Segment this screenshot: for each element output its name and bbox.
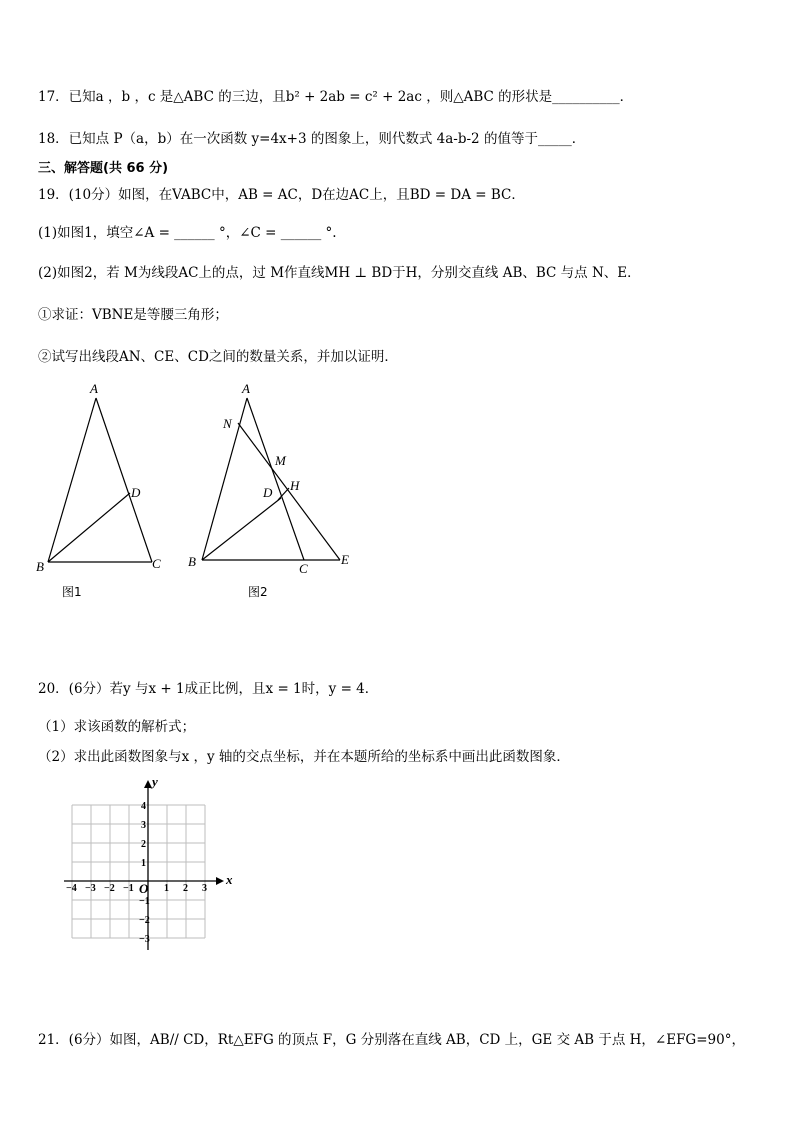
question-20-part1: （1）求该函数的解析式； <box>38 719 196 735</box>
x-axis-label: x <box>226 872 233 887</box>
figure-2-caption: 图2 <box>248 585 268 599</box>
y-tick: −1 <box>139 896 150 907</box>
question-21: 21．(6分）如图，AB// CD，Rt△EFG 的顶点 F，G 分别落在直线 AB，CD 上，GE 交 AB 于点 H，∠EFG=90°， <box>38 1032 745 1048</box>
figure-1-caption: 图1 <box>62 585 82 599</box>
question-19-part2b: ②试写出线段AN、CE、CD之间的数量关系，并加以证明． <box>38 349 398 365</box>
section-heading: 三、解答题(共 66 分) <box>38 161 169 176</box>
coordinate-grid <box>72 805 205 938</box>
fig2-label-a: A <box>242 381 250 396</box>
question-19-part1: (1)如图1，填空∠A = ______ °，∠C = ______ °. <box>38 225 337 241</box>
question-19-part2: (2)如图2，若 M为线段AC上的点，过 M作直线MH ⊥ BD于H，分别交直线 AB、BC 与点 N、E． <box>38 265 641 281</box>
fig2-label-m: M <box>275 453 286 468</box>
fig2-label-d: D <box>263 485 273 500</box>
x-tick: 1 <box>164 883 169 894</box>
question-18: 18．已知点 P（a，b）在一次函数 y=4x+3 的图象上，则代数式 4a-b-2 的值等于_____． <box>38 131 586 147</box>
y-tick: −3 <box>139 934 150 945</box>
fig2-label-h: H <box>290 478 300 493</box>
y-tick: 3 <box>141 820 146 831</box>
x-tick: 2 <box>183 883 188 894</box>
y-tick: 2 <box>141 839 146 850</box>
fig1-label-c: C <box>152 556 161 571</box>
x-tick: −2 <box>104 883 115 894</box>
question-19-part2a: ①求证：VBNE是等腰三角形； <box>38 307 228 323</box>
question-20: 20．(6分）若y 与x + 1成正比例，且x = 1时，y = 4． <box>38 681 379 697</box>
question-17: 17．已知a ，b ，c 是△ABC 的三边，且b² + 2ab = c² + 2ac ，则△ABC 的形状是__________． <box>38 89 634 105</box>
fig2-label-e: E <box>341 552 349 567</box>
origin-label: O <box>139 881 149 896</box>
axes <box>64 784 222 950</box>
fig2-label-n: N <box>223 416 232 431</box>
question-20-part2: （2）求出此函数图象与x ，y 轴的交点坐标，并在本题所给的坐标系中画出此函数图象． <box>38 749 570 765</box>
fig1-label-d: D <box>131 485 141 500</box>
x-tick: 3 <box>202 883 207 894</box>
y-tick: 4 <box>141 801 146 812</box>
y-axis-label: y <box>152 774 158 789</box>
fig1-label-b: B <box>36 559 44 574</box>
y-tick: 1 <box>141 858 146 869</box>
x-tick: −1 <box>123 883 134 894</box>
fig2-label-c: C <box>299 561 308 576</box>
x-axis-arrow <box>216 877 224 885</box>
x-tick: −3 <box>85 883 96 894</box>
figure-2 <box>202 398 340 560</box>
y-axis-arrow <box>144 780 152 788</box>
y-tick: −2 <box>139 915 150 926</box>
fig1-label-a: A <box>90 381 98 396</box>
question-19: 19．(10分）如图，在VABC中，AB = AC，D在边AC上，且BD = DA = BC． <box>38 187 525 203</box>
fig2-label-b: B <box>188 554 196 569</box>
x-tick: −4 <box>66 883 77 894</box>
